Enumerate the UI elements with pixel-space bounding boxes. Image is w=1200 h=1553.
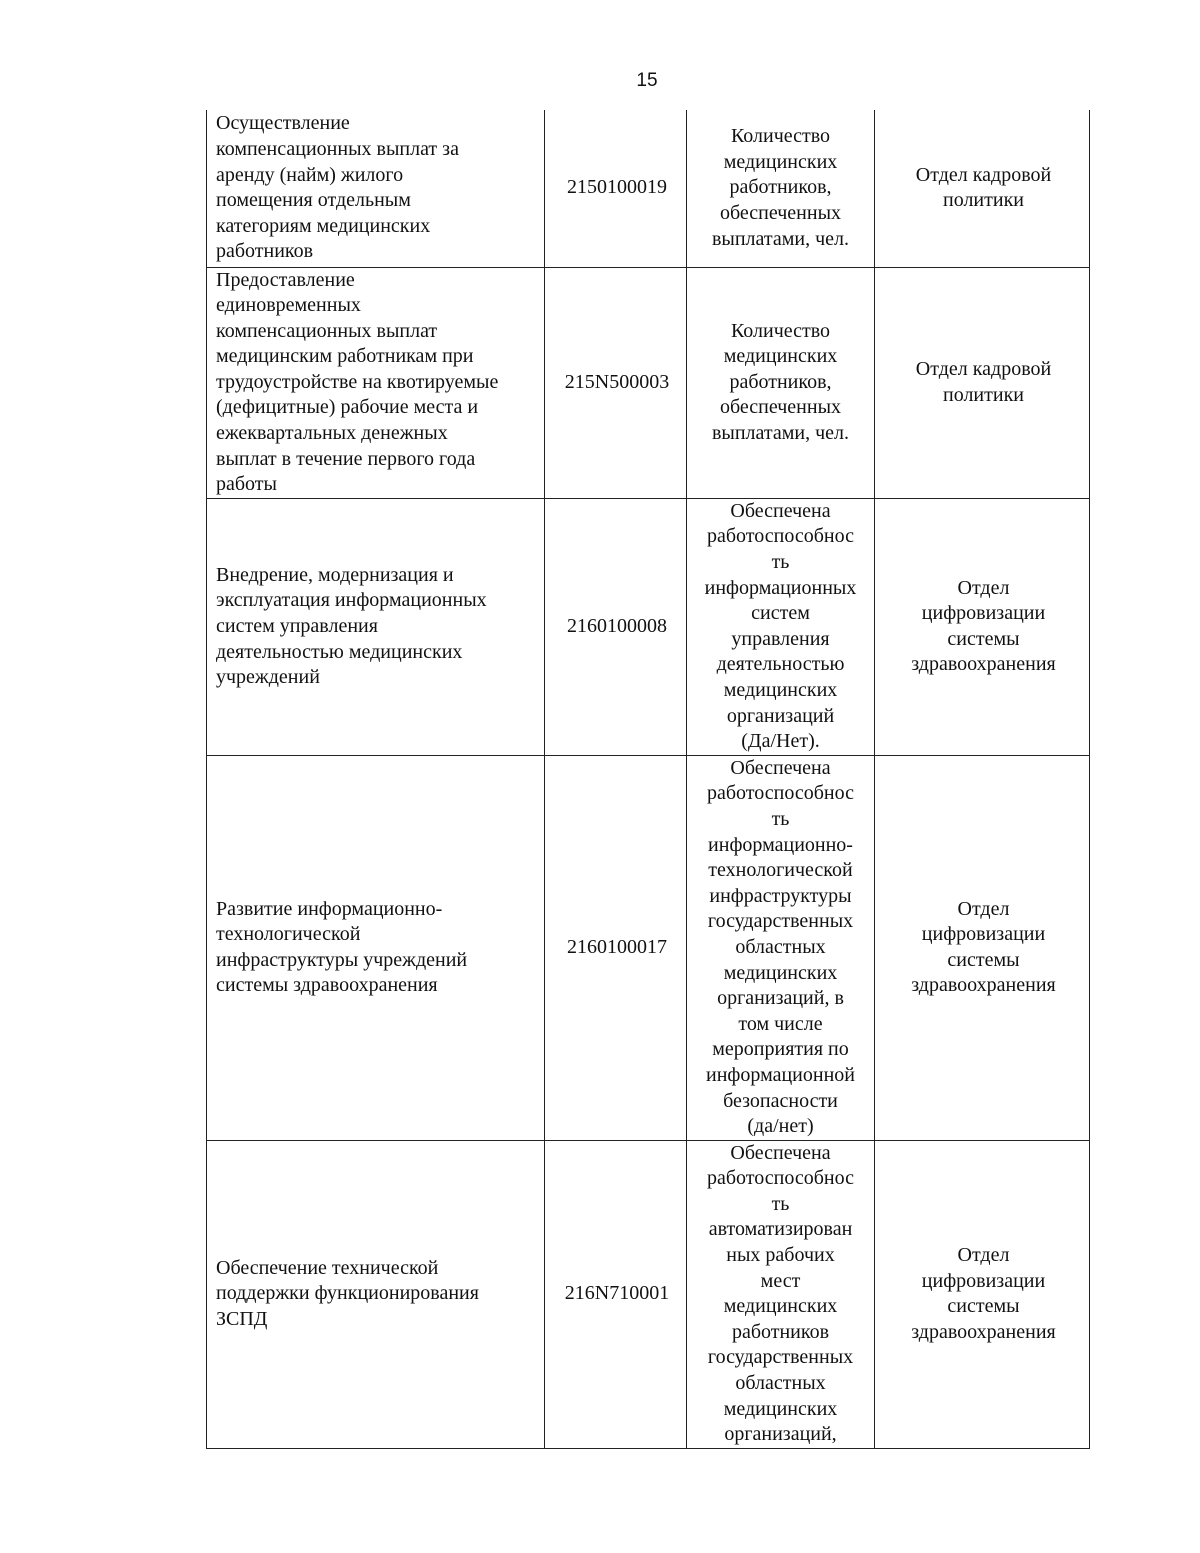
budget-code-cell: 215N500003 xyxy=(545,267,687,498)
table-row xyxy=(207,110,1090,267)
budget-code-cell: 2150100019 xyxy=(545,110,687,267)
measure-name-cell: Обеспечение технической поддержки функционирования ЗСПД xyxy=(207,1140,545,1448)
department-cell: Отдел цифровизации системы здравоохранения xyxy=(875,498,1090,755)
measure-name-cell: Развитие информационно- технологической инфраструктуры учреждений системы здравоохранения xyxy=(207,755,545,1140)
measure-name-cell: Предоставление единовременных компенсационных выплат медицинским работникам при трудоустройстве на квотируемые (дефицитные) рабочие места и ежеквартальных денежных выплат в течение первого года работы xyxy=(207,267,545,498)
page-number: 15 xyxy=(636,70,658,91)
measure-name-cell: Осуществление компенсационных выплат за аренду (найм) жилого помещения отдельным категориям медицинских работников xyxy=(207,110,545,267)
indicator-cell: Обеспечена работоспособнос ть автоматизирован ных рабочих мест медицинских работников государственных областных медицинских организаций, xyxy=(687,1140,875,1448)
department-cell: Отдел цифровизации системы здравоохранения xyxy=(875,755,1090,1140)
table-row xyxy=(207,755,1090,1140)
table-row xyxy=(207,498,1090,755)
indicator-cell: Количество медицинских работников, обеспеченных выплатами, чел. xyxy=(687,110,875,267)
table-row xyxy=(207,1140,1090,1448)
measures-table xyxy=(206,110,1090,1449)
indicator-cell: Обеспечена работоспособнос ть информационных систем управления деятельностью медицинских организаций (Да/Нет). xyxy=(687,498,875,755)
measure-name-cell: Внедрение, модернизация и эксплуатация информационных систем управления деятельностью медицинских учреждений xyxy=(207,498,545,755)
budget-code-cell: 2160100017 xyxy=(545,755,687,1140)
department-cell: Отдел кадровой политики xyxy=(875,110,1090,267)
department-cell: Отдел кадровой политики xyxy=(875,267,1090,498)
budget-code-cell: 216N710001 xyxy=(545,1140,687,1448)
indicator-cell: Количество медицинских работников, обеспеченных выплатами, чел. xyxy=(687,267,875,498)
budget-code-cell: 2160100008 xyxy=(545,498,687,755)
department-cell: Отдел цифровизации системы здравоохранения xyxy=(875,1140,1090,1448)
indicator-cell: Обеспечена работоспособнос ть информационно- технологической инфраструктуры государственных областных медицинских организаций, в том числе мероприятия по информационной безопасности (да/нет) xyxy=(687,755,875,1140)
table-row xyxy=(207,267,1090,498)
